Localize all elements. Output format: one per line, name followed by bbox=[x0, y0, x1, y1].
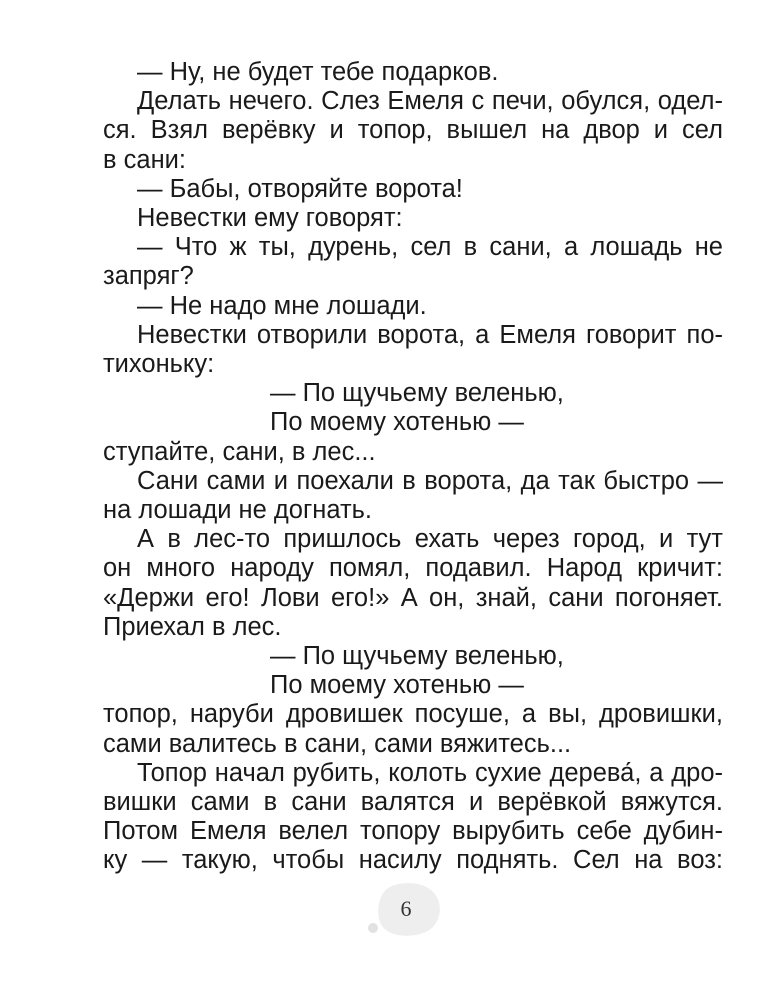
text-line: — Бабы, отворяйте ворота! bbox=[137, 174, 463, 203]
text-line: запряг? bbox=[103, 262, 194, 291]
page-number-badge bbox=[356, 878, 456, 942]
text-line: — По щучьему веленью, bbox=[270, 379, 564, 408]
text-line: ся. Взял верёвку и топор, вышел на двор и сел bbox=[103, 116, 723, 145]
text-line: вишки сами в сани валятся и верёвкой вяжутся. bbox=[103, 788, 723, 817]
text-line: Приехал в лес. bbox=[103, 612, 282, 641]
text-line: он много народу помял, подавил. Народ кричит: bbox=[103, 554, 723, 583]
text-line: Потом Емеля велел топору вырубить себе дубин- bbox=[103, 817, 723, 846]
text-line: Невестки отворили ворота, а Емеля говорит по- bbox=[137, 320, 723, 349]
text-line: — Не надо мне лошади. bbox=[137, 291, 427, 320]
text-line: тихоньку: bbox=[103, 350, 215, 379]
blob-dot bbox=[368, 923, 378, 933]
text-line: топор, наруби дровишек посуше, а вы, дровишки, bbox=[103, 700, 723, 729]
text-line: — Ну, не будет тебе подарков. bbox=[137, 58, 499, 86]
text-line: Делать нечего. Слез Емеля с печи, обулся, одел- bbox=[137, 87, 723, 116]
text-line: ку — такую, чтобы насилу поднять. Сел на воз: bbox=[103, 846, 723, 875]
text-line: Топор начал рубить, колоть сухие дерева́, а дро- bbox=[137, 758, 723, 787]
text-line: ступайте, сани, в лес... bbox=[103, 437, 376, 466]
text-line: Сани сами и поехали в ворота, да так быстро — bbox=[137, 466, 723, 495]
text-line: А в лес-то пришлось ехать через город, и тут bbox=[137, 525, 723, 554]
text-line: в сани: bbox=[103, 145, 186, 174]
page-number: 6 bbox=[400, 896, 412, 921]
text-line: на лошади не догнать. bbox=[103, 496, 373, 525]
text-line: По моему хотенью — bbox=[270, 671, 524, 700]
text-line: Невестки ему говорят: bbox=[137, 204, 403, 233]
text-line: «Держи его! Лови его!» А он, знай, сани погоняет. bbox=[103, 583, 723, 612]
text-line: — По щучьему веленью, bbox=[270, 642, 564, 671]
text-line: По моему хотенью — bbox=[270, 408, 524, 437]
text-line: — Что ж ты, дурень, сел в сани, а лошадь не bbox=[137, 233, 723, 262]
page-text bbox=[103, 58, 723, 876]
text-line: сами валитесь в сани, сами вяжитесь... bbox=[103, 729, 572, 758]
